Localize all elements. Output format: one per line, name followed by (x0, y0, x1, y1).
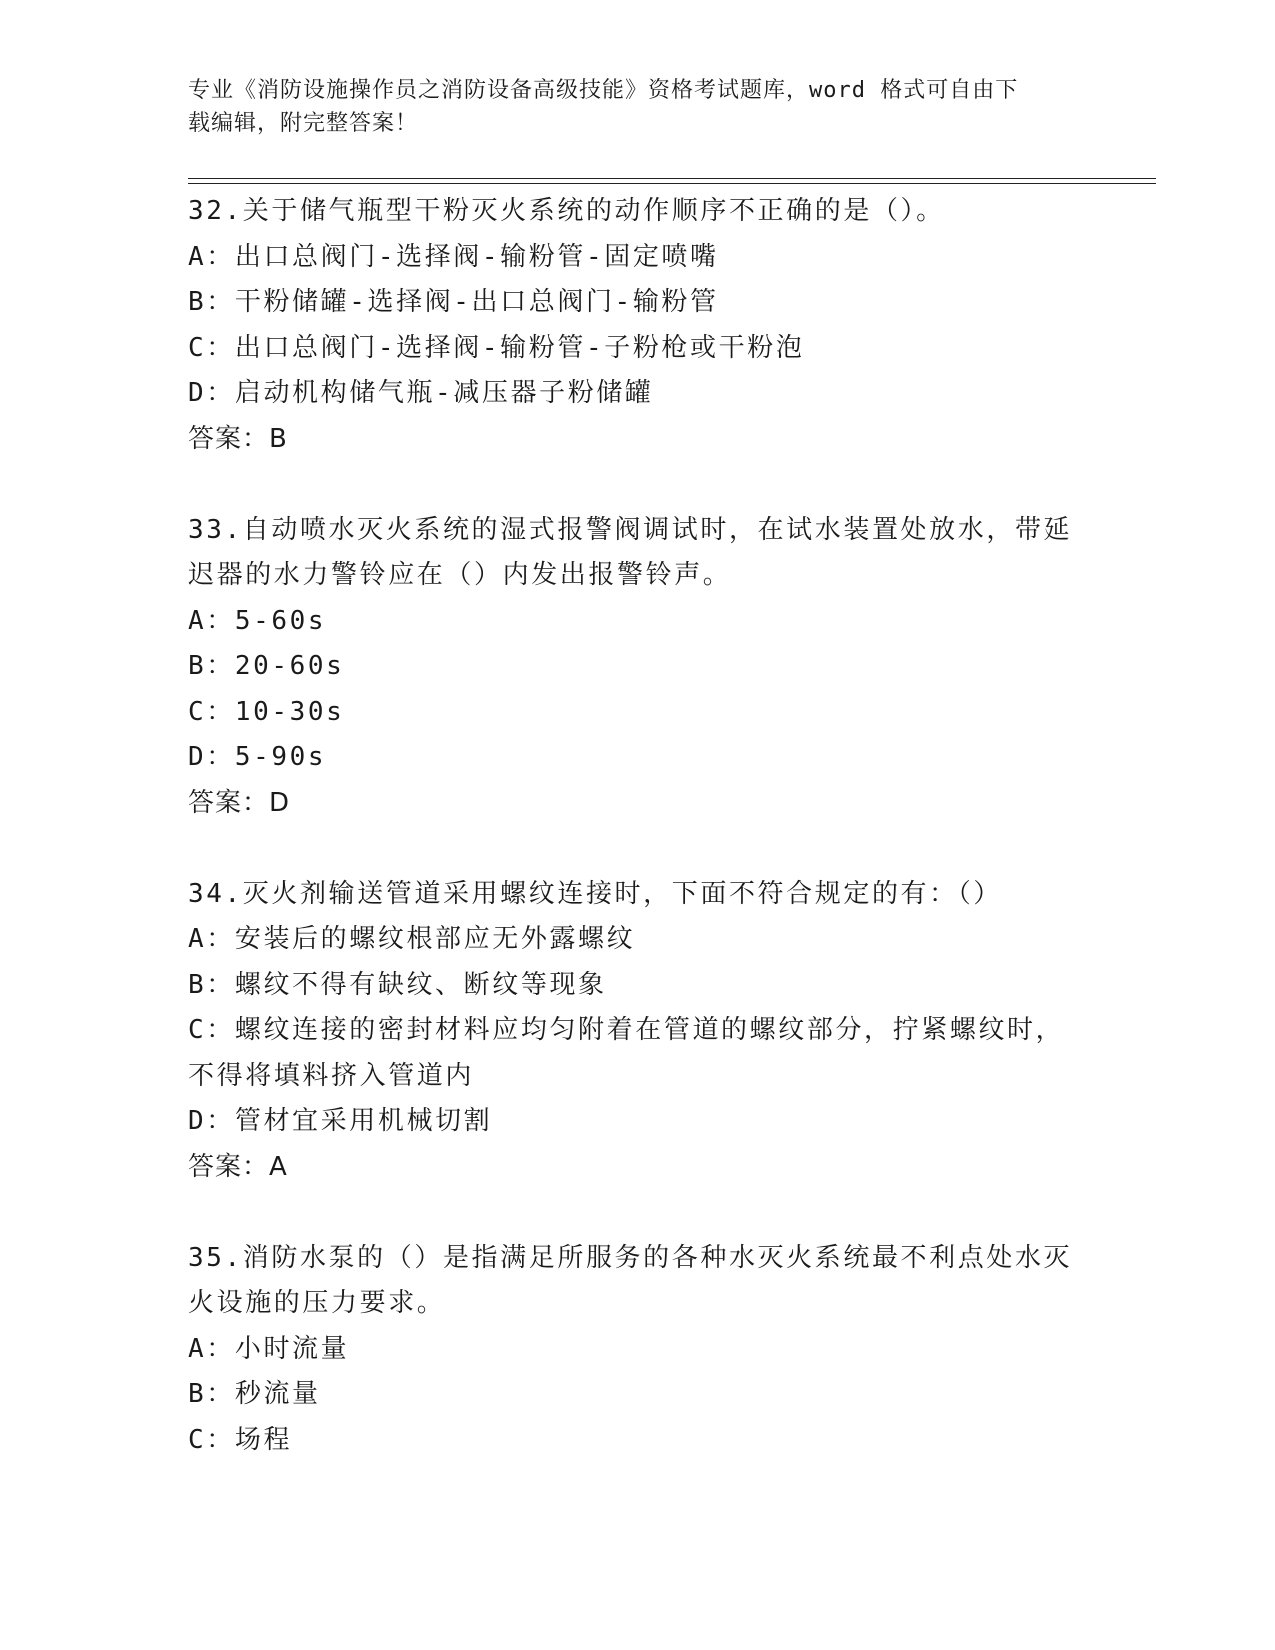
header-divider-top (188, 178, 1156, 179)
question-stem-continued: 火设施的压力要求。 (188, 1288, 446, 1318)
option-c: C：螺纹连接的密封材料应均匀附着在管道的螺纹部分，拧紧螺纹时， (188, 1015, 1065, 1045)
option-b: B：螺纹不得有缺纹、断纹等现象 (188, 969, 607, 1000)
question-stem: 34.灭火剂输送管道采用螺纹连接时，下面不符合规定的有：（） (188, 878, 1002, 909)
question-stem: 35.消防水泵的（）是指满足所服务的各种水灭火系统最不利点处水灭 (188, 1242, 1073, 1273)
answer-line: 答案：D (188, 787, 291, 818)
question-stem: 33.自动喷水灭火系统的湿式报警阀调试时，在试水装置处放水，带延 (188, 514, 1073, 545)
option-c: C：出口总阀门-选择阀-输粉管-子粉枪或干粉泡 (188, 332, 805, 363)
question-34 (188, 872, 1088, 1191)
question-spacer (188, 1190, 1088, 1236)
option-b: B：秒流量 (188, 1379, 321, 1409)
option-d: D：5-90s (188, 742, 327, 772)
header-line-1: 专业《消防设施操作员之消防设备高级技能》资格考试题库，word 格式可自由下 (188, 78, 1019, 103)
option-d: D：管材宜采用机械切割 (188, 1106, 493, 1136)
option-a: A：小时流量 (188, 1333, 350, 1364)
question-stem: 32.关于储气瓶型干粉灭火系统的动作顺序不正确的是（）。 (188, 196, 945, 226)
option-c: C：10-30s (188, 696, 345, 727)
question-33 (188, 508, 1088, 827)
option-a: A：出口总阀门-选择阀-输粉管-固定喷嘴 (188, 241, 719, 272)
answer-line: 答案：B (188, 423, 288, 454)
question-32 (188, 189, 1088, 462)
question-spacer (188, 462, 1088, 508)
option-b: B：干粉储罐-选择阀-出口总阀门-输粉管 (188, 287, 719, 317)
option-c-continued: 不得将填料挤入管道内 (188, 1060, 475, 1091)
option-a: A：5-60s (188, 605, 327, 636)
option-a: A：安装后的螺纹根部应无外露螺纹 (188, 924, 636, 954)
answer-line: 答案：A (188, 1151, 288, 1182)
question-35 (188, 1236, 1088, 1464)
header-line-2: 载编辑，附完整答案！ (188, 111, 419, 136)
option-c: C：场程 (188, 1424, 293, 1455)
header-divider-bottom (188, 183, 1156, 184)
question-list (188, 189, 1088, 1463)
question-stem-continued: 迟器的水力警铃应在（）内发出报警铃声。 (188, 560, 732, 590)
option-b: B：20-60s (188, 651, 345, 681)
option-d: D：启动机构储气瓶-减压器子粉储罐 (188, 378, 654, 408)
document-header (188, 74, 1088, 140)
question-spacer (188, 826, 1088, 872)
